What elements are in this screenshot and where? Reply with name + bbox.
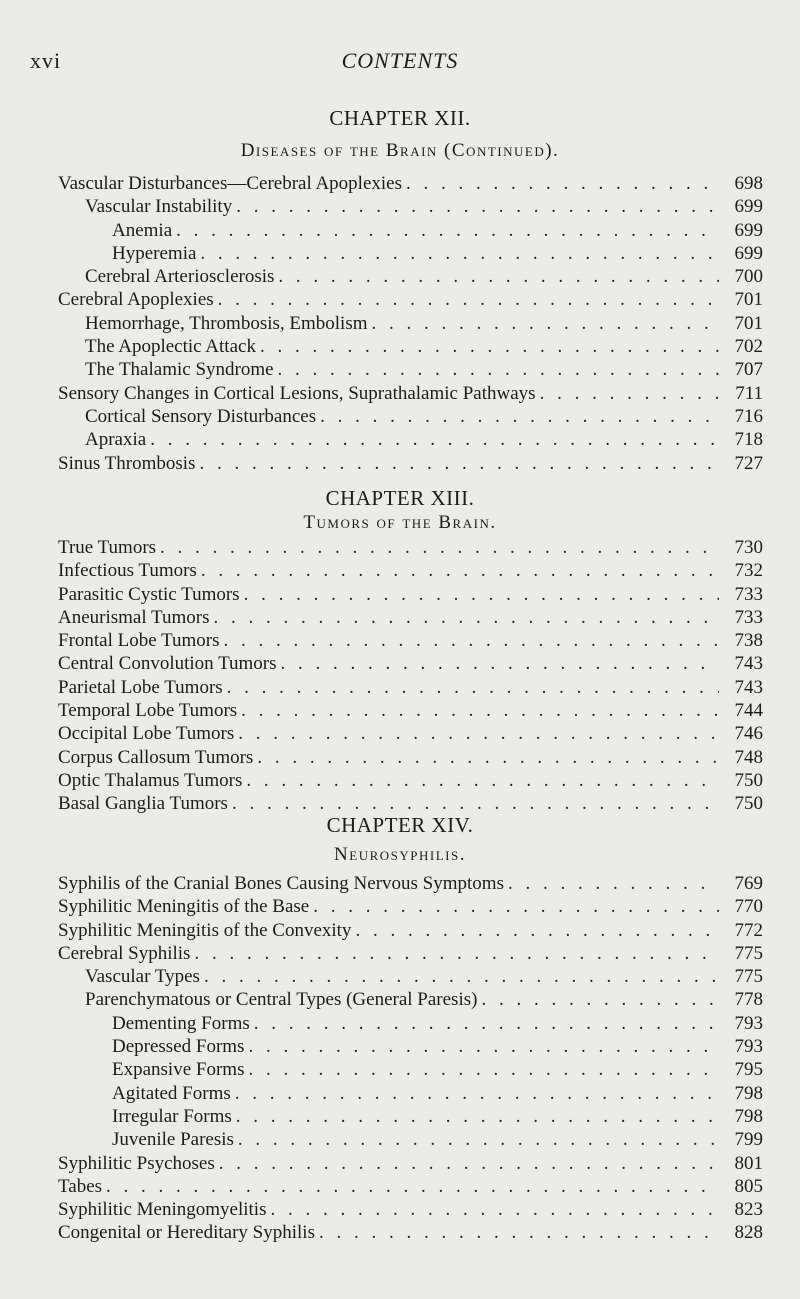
toc-entry-page: 743 [734,676,763,698]
page-number: xvi [30,48,62,73]
toc-entry-title: Occipital Lobe Tumors [58,723,235,745]
toc-entry-page: 793 [734,1036,763,1058]
chapter-xii-subtitle: Diseases of the Brain (Continued). [240,140,560,161]
toc-entry-page: 750 [734,769,763,791]
dot-leader [219,1153,719,1175]
toc-entry [58,1036,763,1059]
toc-entry [58,1176,763,1199]
toc-entry [58,336,763,359]
chapter-xiii-subtitle: Tumors of the Brain. [303,512,497,533]
toc-entry [58,677,763,700]
toc-entry-page: 743 [734,653,763,675]
dot-leader [248,1059,719,1081]
toc-entry-title: Syphilitic Meningomyelitis [58,1199,267,1221]
toc-entry [58,289,763,312]
dot-leader [204,966,719,988]
toc-entry-page: 699 [734,242,763,264]
chapter-xiv-subtitle: Neurosyphilis. [334,844,466,865]
toc-entry-title: Vascular Disturbances—Cerebral Apoplexies [58,173,403,194]
toc-entry [58,453,763,476]
running-title: CONTENTS [341,48,459,73]
dot-leader [194,943,719,965]
dot-leader [106,1176,719,1198]
toc-entry [58,966,763,989]
toc-entry [58,220,763,243]
toc-entry-page: 738 [734,630,763,652]
toc-entry [58,630,763,653]
dot-leader [406,173,719,195]
toc-entry-page: 711 [735,382,763,404]
toc-entry [58,584,763,607]
dot-leader [224,630,719,652]
toc-entry-page: 775 [734,966,763,988]
toc-entry-title: Syphilis of the Cranial Bones Causing Nervous Symptoms [58,873,504,894]
dot-leader [260,336,719,358]
dot-leader [232,793,719,815]
dot-leader [160,537,719,559]
toc-entry-page: 778 [734,989,763,1011]
toc-entry [58,989,763,1012]
toc-entry-title: Hyperemia [112,242,197,264]
dot-leader [540,383,719,405]
toc-entry-page: 772 [734,919,763,941]
dot-leader [236,1106,719,1128]
toc-entry-title: Parasitic Cystic Tumors [58,583,240,605]
toc-entry-title: Congenital or Hereditary Syphilis [58,1222,315,1244]
toc-entry [58,313,763,336]
dot-leader [238,1129,719,1151]
toc-entry-title: Hemorrhage, Thrombosis, Embolism [85,312,368,334]
chapter-xiii-entries [58,537,763,817]
toc-entry-page: 798 [734,1105,763,1127]
dot-leader [481,989,719,1011]
toc-entry-title: Frontal Lobe Tumors [58,630,220,652]
chapter-xiv-entries [58,873,763,1246]
toc-entry-title: Vascular Types [85,966,200,988]
dot-leader [278,266,719,288]
toc-entry-title: Basal Ganglia Tumors [58,793,228,815]
toc-entry-page: 750 [734,793,763,815]
dot-leader [214,607,720,629]
toc-entry [58,653,763,676]
dot-leader [372,313,719,335]
toc-entry-page: 746 [734,723,763,745]
toc-entry-title: The Apoplectic Attack [85,336,256,358]
toc-entry [58,920,763,943]
toc-entry-title: Syphilitic Psychoses [58,1152,215,1174]
toc-entry [58,1153,763,1176]
dot-leader [238,723,719,745]
toc-entry-title: Vascular Instability [85,196,233,218]
toc-entry [58,1013,763,1036]
toc-entry [58,383,763,406]
toc-entry [58,896,763,919]
dot-leader [278,359,719,381]
toc-entry [58,429,763,452]
toc-entry [58,723,763,746]
toc-entry [58,537,763,560]
toc-entry-title: Expansive Forms [112,1059,245,1081]
toc-entry-page: 699 [734,219,763,241]
toc-entry [58,943,763,966]
toc-entry-title: Syphilitic Meningitis of the Base [58,896,310,918]
toc-entry [58,1199,763,1222]
toc-entry-title: Irregular Forms [112,1105,232,1127]
toc-entry-title: Infectious Tumors [58,560,197,582]
toc-entry-title: Parietal Lobe Tumors [58,676,223,698]
toc-entry [58,1059,763,1082]
toc-entry [58,770,763,793]
dot-leader [235,1083,719,1105]
toc-entry-page: 828 [734,1222,763,1244]
toc-entry [58,747,763,770]
dot-leader [320,406,719,428]
dot-leader [150,429,719,451]
toc-entry-page: 716 [734,405,763,427]
toc-entry-page: 793 [734,1012,763,1034]
toc-entry-title: Sensory Changes in Cortical Lesions, Suprathalamic Pathways [58,382,536,404]
dot-leader [246,770,719,792]
toc-entry-title: Aneurismal Tumors [58,606,210,628]
toc-entry-page: 733 [734,606,763,628]
dot-leader [319,1222,719,1244]
toc-entry [58,873,763,896]
dot-leader [200,243,719,265]
toc-entry-page: 799 [734,1129,763,1151]
toc-entry-page: 701 [734,312,763,334]
dot-leader [254,1013,719,1035]
toc-entry-page: 769 [734,873,763,894]
dot-leader [236,196,719,218]
dot-leader [355,920,719,942]
toc-entry [58,243,763,266]
toc-entry-page: 801 [734,1152,763,1174]
toc-entry-page: 798 [734,1082,763,1104]
dot-leader [248,1036,719,1058]
toc-entry-page: 701 [734,289,763,311]
toc-entry [58,196,763,219]
dot-leader [218,289,719,311]
toc-entry-title: Cortical Sensory Disturbances [85,405,317,427]
toc-entry-page: 823 [734,1199,763,1221]
toc-entry-title: Juvenile Paresis [112,1129,234,1151]
toc-entry [58,607,763,630]
toc-entry-title: Cerebral Arteriosclerosis [85,266,275,288]
toc-entry-page: 707 [734,359,763,381]
dot-leader [257,747,719,769]
toc-entry-page: 699 [734,196,763,218]
toc-entry-title: Central Convolution Tumors [58,653,277,675]
toc-entry-page: 733 [734,583,763,605]
dot-leader [508,873,719,895]
toc-entry-title: Cerebral Apoplexies [58,289,214,311]
dot-leader [244,584,719,606]
toc-entry-page: 748 [734,746,763,768]
dot-leader [201,560,719,582]
dot-leader [313,896,719,918]
toc-entry-title: Syphilitic Meningitis of the Convexity [58,919,352,941]
toc-entry [58,1222,763,1245]
toc-entry-title: Tabes [58,1175,103,1197]
toc-entry-title: Anemia [112,219,173,241]
dot-leader [281,653,719,675]
toc-entry-page: 698 [734,173,763,194]
chapter-xiv-heading: CHAPTER XIV. [326,813,474,837]
toc-entry-title: Apraxia [85,429,147,451]
dot-leader [176,220,719,242]
toc-entry-title: Temporal Lobe Tumors [58,700,238,722]
toc-entry-page: 730 [734,537,763,558]
toc-entry-title: Optic Thalamus Tumors [58,769,243,791]
toc-entry-page: 702 [734,336,763,358]
chapter-xiii-heading: CHAPTER XIII. [325,486,475,510]
toc-entry [58,560,763,583]
toc-entry-page: 718 [734,429,763,451]
toc-entry [58,266,763,289]
dot-leader [241,700,719,722]
toc-entry-title: Agitated Forms [112,1082,231,1104]
toc-entry-title: Parenchymatous or Central Types (General Paresis) [85,989,478,1011]
toc-entry-title: The Thalamic Syndrome [85,359,274,381]
toc-entry-page: 700 [734,266,763,288]
toc-entry-title: Dementing Forms [112,1012,250,1034]
toc-entry-page: 805 [734,1175,763,1197]
dot-leader [270,1199,719,1221]
toc-entry [58,700,763,723]
chapter-xii-heading: CHAPTER XII. [329,106,471,130]
toc-entry-title: Sinus Thrombosis [58,452,196,474]
toc-entry-title: True Tumors [58,537,157,558]
toc-entry [58,359,763,382]
toc-entry-page: 795 [734,1059,763,1081]
toc-entry [58,1106,763,1129]
toc-entry-title: Cerebral Syphilis [58,942,191,964]
toc-entry-title: Depressed Forms [112,1036,245,1058]
toc-entry [58,1083,763,1106]
toc-entry [58,1129,763,1152]
toc-entry [58,406,763,429]
dot-leader [199,453,719,475]
chapter-xii-entries [58,173,763,476]
toc-entry-title: Corpus Callosum Tumors [58,746,254,768]
toc-entry-page: 732 [734,560,763,582]
toc-entry-page: 775 [734,942,763,964]
toc-entry [58,173,763,196]
toc-entry-page: 770 [734,896,763,918]
dot-leader [227,677,719,699]
toc-entry-page: 744 [734,700,763,722]
toc-entry-page: 727 [734,452,763,474]
